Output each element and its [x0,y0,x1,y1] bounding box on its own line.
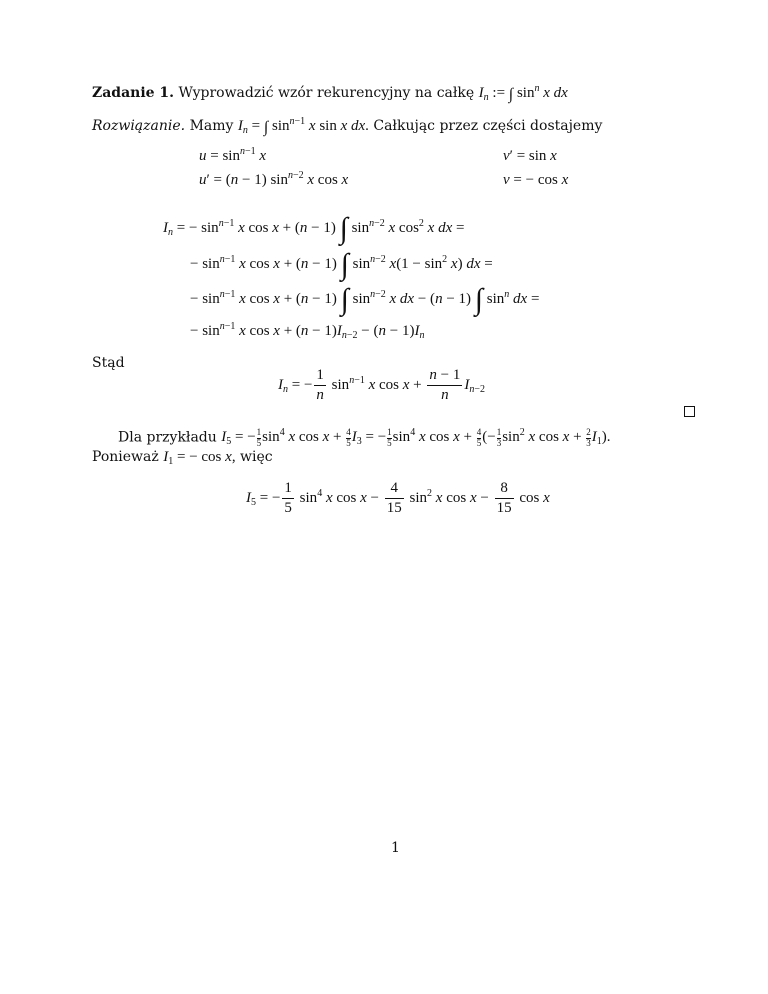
task-label: Zadanie 1. [92,85,175,101]
since-text: Ponieważ [92,449,159,465]
solution-formula: $I_n$ = ∫ $\sin^{n-1} x$ sin x dx. [237,116,369,136]
since-line [92,449,273,466]
recurrence-formula: $I_n$ = − $\frac{1}{n}$ $\sin^{n-1} x$ cos x + $\frac{n - 1}{n}$ $I_{n-2}$ [278,367,485,403]
example-formula: $I_5$ = − $\frac{1}{5}$ $\sin^4 x$ cos x + $\frac{4}{5}$ $I_3$ = − $\frac{1}{5}$ $\sin^4 x$ cos x + $\frac{4}{5}$ (− $\frac{1}{3}$ $\sin^2 x$ cos x + $\frac{2}{3}$ $I_1$). [221,427,611,448]
hence-label: Stąd [92,355,125,371]
qed-box [684,406,695,417]
since-formula: $I_1$ = − cos x, [163,449,236,467]
derivation-line-4: − $\sin^{n-1} x$ $\cos x + (n - 1)I_{n-2} - (n - 1)I_n$ [190,321,425,341]
example-line [118,428,611,448]
sub-vprime: v′ = sin x [503,148,557,164]
final-formula: $I_5$ = − $\frac{1}{5}$ $\sin^4 x$ cos x − $\frac{4}{15}$ $\sin^2 x$ cos x − $\frac{8}{15}$ cos x [246,480,550,516]
task-formula: $I_n$ := ∫ $\sin^n x$ dx [478,83,568,103]
sub-u: $u = \sin^{n-1} x$ [199,146,267,164]
derivation-line-1: $I_n$ = − $\sin^{n-1} x$ cos x + (n − 1) ∫ $\sin^{n-2} x$ $\cos^2 x$ dx = [163,212,465,245]
solution-after-text: Całkując przez części dostajemy [373,118,603,134]
derivation-line-3: − $\sin^{n-1} x$ cos x + (n − 1) ∫ $\sin^{n-2} x$ dx − (n − 1) ∫ $\sin^n$ dx = [190,283,540,316]
task-statement [92,85,568,102]
derivation-line-2: − $\sin^{n-1} x$ cos x + (n − 1) ∫ $\sin^{n-2} x(1 - \sin^2 x)$ dx = [190,248,493,281]
then-text: więc [240,449,273,465]
solution-intro-text: Mamy [189,118,234,134]
page-number: 1 [391,840,400,856]
solution-label: Rozwiązanie. [92,118,186,134]
example-intro: Dla przykładu [118,429,217,446]
task-text: Wyprowadzić wzór rekurencyjny na całkę [178,85,475,101]
sub-v: v = − cos x [503,172,569,188]
solution-intro [92,118,602,135]
sub-uprime: u′ = (n − 1) $\sin^{n-2} x$ cos x [199,170,349,188]
